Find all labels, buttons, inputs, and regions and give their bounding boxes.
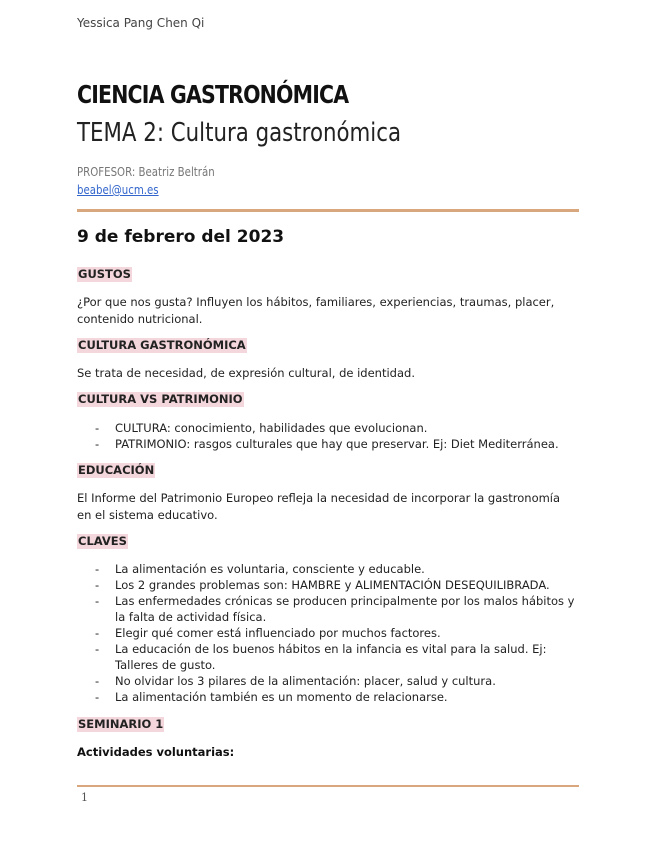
list-item: - Las enfermedades crónicas se producen principalmente por los malos hábitos y la falta de actividad física. xyxy=(95,594,575,624)
section-heading-cultura-vs-patrimonio: CULTURA VS PATRIMONIO xyxy=(78,392,243,406)
section-heading-gustos: GUSTOS xyxy=(78,267,131,281)
cultura-vs-patrimonio-list xyxy=(77,420,577,452)
list-item: - Los 2 grandes problemas son: HAMBRE y ALIMENTACIÓN DESEQUILIBRADA. xyxy=(95,578,550,592)
topic-title: TEMA 2: Cultura gastronómica xyxy=(77,118,402,148)
section-heading-claves: CLAVES xyxy=(78,534,127,548)
claves-list xyxy=(77,561,577,705)
educacion-paragraph: El Informe del Patrimonio Europeo refleja la necesidad de incorporar la gastronomía en el sistema educativo. xyxy=(77,491,561,522)
professor-line: PROFESOR: Beatriz Beltrán xyxy=(77,165,215,179)
gustos-paragraph: ¿Por que nos gusta? Influyen los hábitos, familiares, experiencias, traumas, placer, contenido nutricional. xyxy=(77,295,555,326)
seminario-subheading: Actividades voluntarias: xyxy=(77,745,235,759)
dash-bullet: - xyxy=(95,594,100,608)
email-link[interactable]: beabel@ucm.es xyxy=(77,183,159,197)
dash-bullet: - xyxy=(95,674,100,688)
list-item: - CULTURA: conocimiento, habilidades que evolucionan. xyxy=(95,421,428,435)
section-heading-cultura-gastronomica: CULTURA GASTRONÓMICA xyxy=(78,338,246,352)
author-header: Yessica Pang Chen Qi xyxy=(77,16,205,30)
list-item: - La educación de los buenos hábitos en la infancia es vital para la salud. Ej: Talleres de gusto. xyxy=(95,642,547,672)
dash-bullet: - xyxy=(95,690,100,704)
session-date: 9 de febrero del 2023 xyxy=(77,227,285,247)
list-item: - PATRIMONIO: rasgos culturales que hay que preservar. Ej: Diet Mediterránea. xyxy=(95,437,559,451)
list-item: - No olvidar los 3 pilares de la alimentación: placer, salud y cultura. xyxy=(95,674,496,688)
dash-bullet: - xyxy=(95,626,100,640)
list-item: - La alimentación también es un momento de relacionarse. xyxy=(95,690,448,704)
dash-bullet: - xyxy=(95,578,100,592)
section-heading-seminario: SEMINARIO 1 xyxy=(78,717,164,731)
cultura-gastronomica-paragraph: Se trata de necesidad, de expresión cultural, de identidad. xyxy=(77,366,415,380)
dash-bullet: - xyxy=(95,642,100,656)
list-item: - La alimentación es voluntaria, consciente y educable. xyxy=(95,562,425,576)
dash-bullet: - xyxy=(95,421,100,435)
title-divider xyxy=(77,209,579,212)
page-number: 1 xyxy=(81,791,88,804)
list-item: - Elegir qué comer está influenciado por muchos factores. xyxy=(95,626,441,640)
footer-divider xyxy=(77,785,579,787)
dash-bullet: - xyxy=(95,437,100,451)
course-title: CIENCIA GASTRONÓMICA xyxy=(77,80,349,109)
dash-bullet: - xyxy=(95,562,100,576)
section-heading-educacion: EDUCACIÓN xyxy=(78,463,155,477)
